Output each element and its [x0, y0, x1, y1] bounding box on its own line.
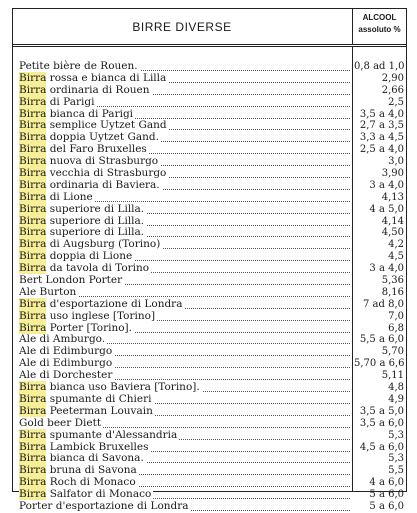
highlighted-word: Birra — [19, 452, 47, 465]
alcohol-value: 4,14 — [381, 215, 404, 227]
alcohol-value: 5,36 — [381, 275, 404, 287]
alcohol-value: 5,70 — [381, 346, 404, 358]
beer-name-text: vecchia di Strasburgo — [46, 167, 167, 180]
alcohol-header-line2: assoluto % — [358, 25, 401, 34]
beer-name-text: semplice Uytzet Gand — [46, 119, 167, 132]
alcohol-value: 3 a 4,0 — [369, 179, 404, 191]
alcohol-value: 3,5 a 6,0 — [359, 417, 404, 429]
beer-name-text: Ale di Dorchester — [19, 369, 113, 382]
highlighted-word: Birra — [19, 250, 47, 263]
alcohol-value: 4,8 — [388, 382, 404, 394]
beer-name-text: Ale Burton — [19, 285, 77, 298]
alcohol-value: 4,9 — [388, 393, 404, 405]
table-row — [13, 501, 406, 513]
highlighted-word: Birra — [19, 238, 47, 251]
beer-name-text: di Parigi — [46, 95, 95, 108]
highlighted-word: Birra — [19, 428, 47, 441]
highlighted-word: Birra — [19, 404, 47, 417]
alcohol-value: 8,16 — [381, 286, 404, 298]
highlighted-word: Birra — [19, 107, 47, 120]
beer-name-text: doppia Uytzet Gand. — [46, 131, 159, 144]
alcohol-value: 2,5 — [388, 96, 404, 108]
highlighted-word: Birra — [19, 83, 47, 96]
alcohol-value: 4 a 6,0 — [369, 477, 404, 489]
alcohol-value: 5 a 6,0 — [369, 500, 404, 512]
highlighted-word: Birra — [19, 131, 47, 144]
beer-name-text: Ale di Edimburgo — [19, 345, 113, 358]
beer-name-text: bianca uso Baviera [Torino]. — [46, 381, 200, 394]
highlighted-word: Birra — [19, 381, 47, 394]
beer-name-text: Peeterman Louvain — [46, 404, 153, 417]
alcohol-value: 4,5 a 6,0 — [359, 441, 404, 453]
alcohol-value: 5,3 — [388, 429, 404, 441]
beer-name-text: Ale di Edimburgo — [19, 357, 113, 370]
highlighted-word: Birra — [19, 392, 47, 405]
highlighted-word: Birra — [19, 155, 47, 168]
beer-name-text: del Faro Bruxelles — [46, 143, 147, 156]
beer-name-text: rossa e bianca di Lilla — [46, 71, 167, 84]
alcohol-value: 0,8 ad 1,0 — [354, 61, 405, 72]
beer-name-text: Roch di Monaco — [46, 476, 136, 489]
highlighted-word: Birra — [19, 226, 47, 239]
beer-name-text: doppia di Lione — [46, 250, 133, 263]
beer-name-text: di Lione — [46, 190, 93, 203]
highlighted-word: Birra — [19, 262, 47, 275]
highlighted-word: Birra — [19, 202, 47, 215]
highlighted-word: Birra — [19, 297, 47, 310]
beer-name-text: Petite bière de Rouen. — [19, 60, 138, 72]
beer-name-text: superiore di Lilla. — [46, 202, 145, 215]
alcohol-value: 5,70 a 6,6 — [354, 358, 405, 370]
table-title: BIRRE DIVERSE — [132, 19, 232, 34]
alcohol-value: 2,90 — [381, 72, 404, 84]
alcohol-value: 3,5 a 4,0 — [359, 108, 404, 120]
beer-name — [19, 501, 191, 513]
beer-name-text: Ale di Amburgo. — [19, 333, 106, 346]
alcohol-value: 4,2 — [388, 239, 404, 251]
alcohol-value: 5,11 — [381, 370, 404, 382]
beer-name-text: bruna di Savona — [46, 464, 137, 477]
alcohol-value: 3,5 a 5,0 — [359, 405, 404, 417]
highlighted-word: Birra — [19, 321, 47, 334]
alcohol-value: 2,66 — [381, 84, 404, 96]
highlighted-word: Birra — [19, 214, 47, 227]
beer-name-text: bianca di Savona. — [46, 452, 144, 465]
highlighted-word: Birra — [19, 143, 47, 156]
alcohol-value: 3,90 — [381, 168, 404, 180]
highlighted-word: Birra — [19, 119, 47, 132]
highlighted-word: Birra — [19, 476, 47, 489]
highlighted-word: Birra — [19, 309, 47, 322]
highlighted-word: Birra — [19, 178, 47, 191]
beer-name-text: di Augsburg (Torino) — [46, 238, 161, 251]
alcohol-value: 5,3 — [388, 453, 404, 465]
table-header — [13, 9, 406, 47]
beer-name-text: Bert London Porter — [19, 274, 123, 287]
beer-name-text: superiore di Lilla. — [46, 226, 145, 239]
alcohol-value: 5,5 — [388, 465, 404, 477]
beer-name-text: bianca di Parigi — [46, 107, 134, 120]
highlighted-word: Birra — [19, 488, 47, 501]
beer-name-text: Gold beer Diett — [19, 416, 102, 429]
highlighted-word: Birra — [19, 440, 47, 453]
beer-name-text: Porter d'esportazione di Londra — [19, 499, 189, 512]
highlighted-word: Birra — [19, 464, 47, 477]
beer-name-text: ordinaria di Baviera. — [46, 178, 160, 191]
alcohol-value: 6,8 — [388, 322, 404, 334]
alcohol-value: 2,5 a 4,0 — [359, 144, 404, 156]
beer-name-text: d'esportazione di Londra — [46, 297, 183, 310]
beer-name-text: superiore di Lilla. — [46, 214, 145, 227]
beer-name-text: spumante d'Alessandria — [46, 428, 178, 441]
alcohol-value: 3,3 a 4,5 — [359, 132, 404, 144]
alcohol-value: 4 a 5,0 — [369, 203, 404, 215]
alcohol-value: 5,5 a 6,0 — [359, 334, 404, 346]
alcohol-value: 4,5 — [388, 251, 404, 263]
alcohol-header-line1: ALCOOL — [362, 13, 397, 22]
beer-name-text: Porter [Torino]. — [46, 321, 132, 334]
highlighted-word: Birra — [19, 167, 47, 180]
beer-name-text: uso inglese [Torino] — [46, 309, 156, 322]
alcohol-value: 3,0 — [388, 156, 404, 168]
alcohol-value: 3 a 4,0 — [369, 263, 404, 275]
highlighted-word: Birra — [19, 95, 47, 108]
alcohol-value: 5 a 6,0 — [369, 489, 404, 501]
alcohol-column-header — [353, 12, 406, 36]
beer-name-text: spumante di Chieri — [46, 392, 152, 405]
alcohol-value: 4,50 — [381, 227, 404, 239]
highlighted-word: Birra — [19, 71, 47, 84]
table-frame — [12, 8, 407, 512]
beer-name-text: ordinaria di Rouen — [46, 83, 150, 96]
alcohol-value: 7,0 — [388, 310, 404, 322]
beer-name-text: Lambick Bruxelles — [46, 440, 149, 453]
highlighted-word: Birra — [19, 190, 47, 203]
beer-name-text: nuova di Strasburgo — [46, 155, 159, 168]
alcohol-value: 4,13 — [381, 191, 404, 203]
alcohol-value: 7 ad 8,0 — [363, 298, 404, 310]
beer-name-text: da tavola di Torino — [46, 262, 150, 275]
table-body — [13, 61, 406, 513]
alcohol-value: 2,7 a 3,5 — [359, 120, 404, 132]
beer-name-text: Salfator di Monaco — [46, 488, 152, 501]
